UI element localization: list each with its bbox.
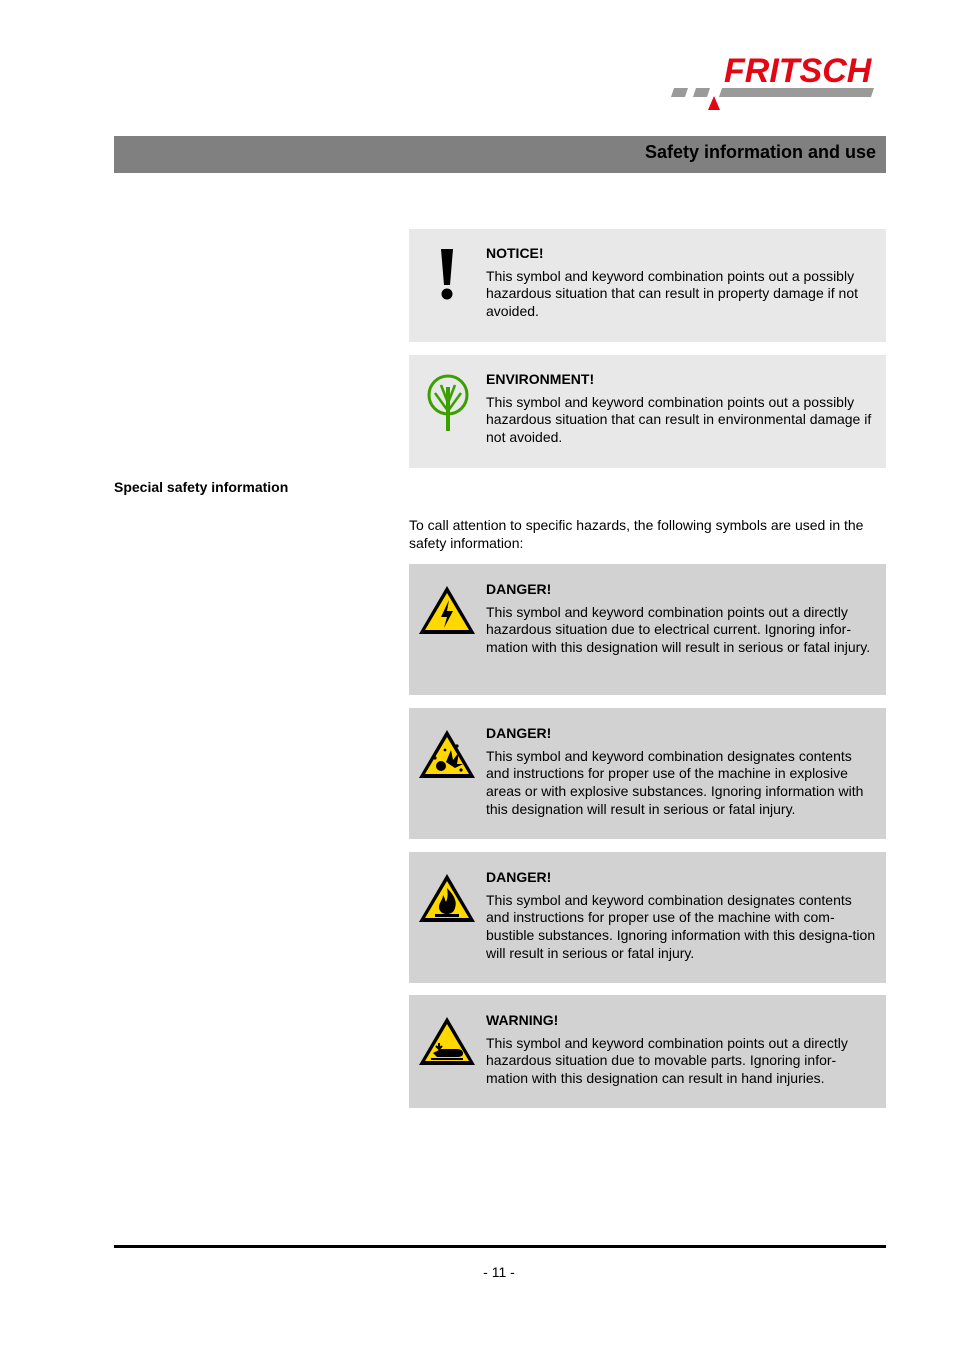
danger-explosive-keyword: DANGER! (486, 725, 552, 741)
danger-explosive-box (409, 708, 886, 839)
warning-hand-box (409, 995, 886, 1108)
danger-electrical-box (409, 564, 886, 695)
flammable-hazard-icon (417, 872, 477, 929)
warning-hand-text: This symbol and keyword combination points out a directly hazardous situation due to movable parts. Ignoring infor-mation with this designation can result in hand injuries. (486, 1034, 848, 1087)
tree-icon (425, 373, 471, 440)
notice-text: This symbol and keyword combination points out a possibly hazardous situation that can result in property damage if not avoided. (486, 267, 858, 320)
section-header-bar (114, 136, 886, 173)
fritsch-logo (668, 52, 890, 112)
danger-flammable-box (409, 852, 886, 983)
exclamation-icon (431, 247, 463, 306)
electrical-hazard-icon (417, 584, 477, 641)
environment-text: This symbol and keyword combination points out a possibly hazardous situation that can result in environmental damage if not avoided. (486, 393, 872, 446)
logo-text: FRITSCH (724, 52, 872, 90)
danger-electrical-keyword: DANGER! (486, 581, 552, 597)
environment-keyword: ENVIRONMENT! (486, 371, 595, 387)
warning-hand-keyword: WARNING! (486, 1012, 559, 1028)
section-title: Safety information and use (644, 142, 876, 162)
danger-flammable-keyword: DANGER! (486, 869, 552, 885)
explosive-hazard-icon (417, 728, 477, 785)
page-number: - 11 - (483, 1264, 515, 1280)
footer-rule (114, 1245, 886, 1248)
special-safety-intro: To call attention to specific hazards, the following symbols are used in the safety information: (409, 517, 864, 551)
danger-explosive-text: This symbol and keyword combination designates contents and instructions for proper use of the machine in explosive areas or with explosive substances. Ignoring information with this designation will result in serious or fatal injury. (486, 747, 864, 817)
danger-flammable-text: This symbol and keyword combination designates contents and instructions for proper use of the machine with com-bustible substances. Ignoring information with this designa-tion will result in serious or fatal injury. (486, 891, 876, 961)
hand-crush-hazard-icon (417, 1015, 477, 1072)
notice-box (409, 229, 886, 342)
environment-box (409, 355, 886, 468)
danger-electrical-text: This symbol and keyword combination points out a directly hazardous situation due to electrical current. Ignoring infor-mation with this designation will result in serious or fatal injury. (486, 603, 871, 656)
notice-keyword: NOTICE! (486, 245, 544, 261)
special-safety-heading: Special safety information (114, 479, 289, 495)
